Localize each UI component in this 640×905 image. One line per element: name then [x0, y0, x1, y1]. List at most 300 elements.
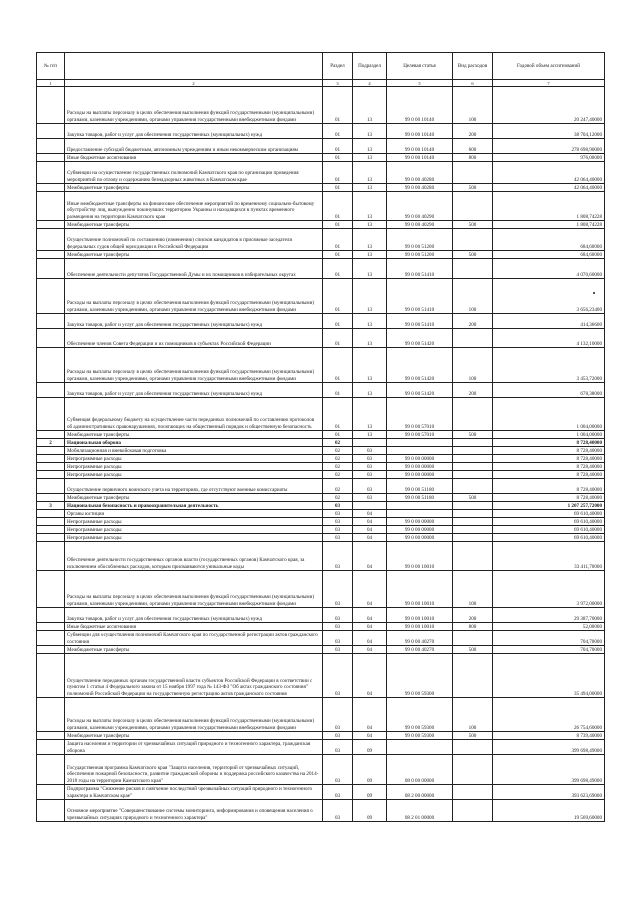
row-number: [37, 608, 65, 623]
target-article: 99 0 00 59300: [387, 732, 453, 740]
expense-type: 800: [453, 154, 493, 162]
budget-table-sheet: [36, 52, 604, 822]
row-number: 2: [37, 439, 65, 447]
section-code: 02: [323, 455, 353, 463]
expense-type: [453, 192, 493, 221]
subsection-code: 13: [353, 431, 387, 439]
subsection-code: 13: [353, 154, 387, 162]
target-article: 99 0 00 00000: [387, 463, 453, 471]
table-row: [37, 124, 605, 139]
row-number: [37, 571, 65, 608]
allocation-amount: 399 698,49000: [493, 740, 605, 755]
subsection-code: 13: [353, 348, 387, 383]
row-name: Мобилизационная и вневойсковая подготовка: [65, 447, 323, 455]
target-article: 08 2 01 00000: [387, 800, 453, 822]
expense-type: 500: [453, 732, 493, 740]
table-row: [37, 740, 605, 755]
expense-type: [453, 542, 493, 571]
target-article: 99 0 00 40270: [387, 631, 453, 646]
table-row: [37, 463, 605, 471]
table-row: [37, 471, 605, 479]
target-article: 99 0 00 51200: [387, 229, 453, 251]
expense-type: [453, 259, 493, 279]
row-number: [37, 431, 65, 439]
row-number: [37, 398, 65, 431]
table-header: [37, 53, 605, 87]
section-code: 03: [323, 608, 353, 623]
target-article: 08 0 00 00000: [387, 755, 453, 785]
subsection-code: 04: [353, 534, 387, 542]
header-cell: Годовой объем ассигнований: [493, 53, 605, 80]
row-number: [37, 279, 65, 314]
expense-type: 100: [453, 279, 493, 314]
row-name: Иные межбюджетные трансферты на финансовое обеспечение мероприятий по временному социально-бытовому обустройству лиц, вынужденно покинувших территорию Украины и находящихся в пунктах временного размещения на территории Камчатского края: [65, 192, 323, 221]
row-name: Иные бюджетные ассигнования: [65, 154, 323, 162]
row-name: Субвенции на осуществление государственных полномочий Камчатского края по организации проведения мероприятий по отлову и содержанию безнадзорных животных в Камчатском крае: [65, 162, 323, 184]
target-article: 99 0 00 00000: [387, 471, 453, 479]
row-number: [37, 740, 65, 755]
row-name: Межбюджетные трансферты: [65, 646, 323, 654]
row-number: [37, 479, 65, 494]
subsection-code: 13: [353, 162, 387, 184]
row-number: [37, 518, 65, 526]
row-number: [37, 124, 65, 139]
expense-type: 200: [453, 383, 493, 398]
row-name: Непрограммные расходы: [65, 455, 323, 463]
table-row: [37, 447, 605, 455]
expense-type: 500: [453, 184, 493, 192]
expense-type: 100: [453, 87, 493, 124]
subsection-code: 09: [353, 755, 387, 785]
allocation-amount: 393 623,69000: [493, 785, 605, 800]
expense-type: [453, 229, 493, 251]
expense-type: 100: [453, 348, 493, 383]
target-article: 99 0 00 00000: [387, 526, 453, 534]
allocation-amount: 52,00000: [493, 623, 605, 631]
row-number: [37, 732, 65, 740]
target-article: 99 0 00 51200: [387, 251, 453, 259]
row-name: Расходы на выплаты персоналу в целях обеспечения выполнения функций государственными (муниципальными) органами, казенными учреждениями, органами управления государственными внебюджетными фондами: [65, 571, 323, 608]
subsection-code: 04: [353, 631, 387, 646]
expense-type: 100: [453, 571, 493, 608]
subsection-code: 13: [353, 314, 387, 329]
subsection-code: 13: [353, 192, 387, 221]
table-row: [37, 162, 605, 184]
row-number: [37, 510, 65, 518]
allocation-amount: 704,70000: [493, 646, 605, 654]
allocation-amount: 678,38000: [493, 383, 605, 398]
table-row: [37, 755, 605, 785]
section-code: 03: [323, 698, 353, 732]
row-name: Национальная безопасность и правоохранительная деятельность: [65, 502, 323, 510]
section-code: 01: [323, 251, 353, 259]
header-cell: Вид расходов: [453, 53, 493, 80]
subsection-code: 09: [353, 800, 387, 822]
subsection-code: 04: [353, 526, 387, 534]
row-number: [37, 348, 65, 383]
row-number: [37, 646, 65, 654]
scan-speck: [593, 292, 595, 294]
target-article: 99 0 00 57010: [387, 398, 453, 431]
row-number: [37, 259, 65, 279]
column-number: 4: [353, 80, 387, 87]
subsection-code: 13: [353, 398, 387, 431]
row-number: 3: [37, 502, 65, 510]
allocation-amount: 20 247,40000: [493, 87, 605, 124]
row-name: Межбюджетные трансферты: [65, 251, 323, 259]
allocation-amount: 3 972,00000: [493, 571, 605, 608]
target-article: 99 0 00 10010: [387, 608, 453, 623]
section-code: 01: [323, 398, 353, 431]
table-row: [37, 184, 605, 192]
subsection-code: 04: [353, 571, 387, 608]
row-number: [37, 221, 65, 229]
table-row: [37, 542, 605, 571]
column-number: 6: [453, 80, 493, 87]
row-name: Субвенции для осуществления полномочий Камчатского края по государственной регистрации актов гражданского состояния: [65, 631, 323, 646]
section-code: 01: [323, 329, 353, 348]
expense-type: 500: [453, 251, 493, 259]
expense-type: 200: [453, 608, 493, 623]
allocation-amount: 8 728,40000: [493, 463, 605, 471]
table-row: [37, 646, 605, 654]
section-code: 01: [323, 192, 353, 221]
row-name: Межбюджетные трансферты: [65, 184, 323, 192]
section-code: 03: [323, 800, 353, 822]
row-name: Непрограммные расходы: [65, 463, 323, 471]
section-code: 01: [323, 229, 353, 251]
row-number: [37, 494, 65, 502]
allocation-amount: 29 387,70000: [493, 608, 605, 623]
expense-type: [453, 518, 493, 526]
subsection-code: 09: [353, 785, 387, 800]
row-name: Национальная оборона: [65, 439, 323, 447]
section-code: 03: [323, 755, 353, 785]
table-row: [37, 534, 605, 542]
row-number: [37, 447, 65, 455]
column-number: 1: [37, 80, 65, 87]
row-name: Непрограммные расходы: [65, 518, 323, 526]
row-number: [37, 154, 65, 162]
target-article: 99 0 00 59300: [387, 654, 453, 698]
allocation-amount: 69 610,40000: [493, 510, 605, 518]
row-name: Государственная программа Камчатского края "Защита населения, территорий от чрезвычайных ситуаций, обеспечение пожарной безопасности, развитие гражданской обороны и поддержка российского казачества на 2014-2018 годы на территории Камчатского края": [65, 755, 323, 785]
table-row: [37, 229, 605, 251]
table-row: [37, 698, 605, 732]
allocation-amount: 704,70000: [493, 631, 605, 646]
section-code: 01: [323, 184, 353, 192]
allocation-amount: 26 754,60000: [493, 698, 605, 732]
allocation-amount: 976,00000: [493, 154, 605, 162]
section-code: 02: [323, 479, 353, 494]
section-code: 01: [323, 139, 353, 154]
table-row: [37, 154, 605, 162]
allocation-amount: 19 569,60000: [493, 800, 605, 822]
expense-type: [453, 631, 493, 646]
target-article: [387, 439, 453, 447]
target-article: 99 0 00 10010: [387, 571, 453, 608]
row-name: Расходы на выплаты персоналу в целях обеспечения выполнения функций государственными (муниципальными) органами, казенными учреждениями, органами управления государственными внебюджетными фондами: [65, 698, 323, 732]
allocation-amount: 42 064,40000: [493, 162, 605, 184]
subsection-code: 13: [353, 124, 387, 139]
section-code: 03: [323, 623, 353, 631]
section-code: 01: [323, 259, 353, 279]
section-code: 01: [323, 279, 353, 314]
header-cell: Подраздел: [353, 53, 387, 80]
row-name: Обеспечение деятельности государственных органов власти (государственных органов) Камчатского края, за исключением обособленных расходов, которым присваиваются уникальные коды: [65, 542, 323, 571]
expense-type: [453, 447, 493, 455]
expense-type: [453, 755, 493, 785]
subsection-code: 04: [353, 542, 387, 571]
section-code: 02: [323, 447, 353, 455]
header-cell: Целевая статья: [387, 53, 453, 80]
table-row: [37, 251, 605, 259]
subsection-code: 13: [353, 383, 387, 398]
subsection-code: 03: [353, 479, 387, 494]
row-name: Обеспечение деятельности депутатов Государственной Думы и их помощников в избирательных округах: [65, 259, 323, 279]
table-row: [37, 431, 605, 439]
row-name: Обеспечение членов Совета Федерации и их помощников в субъектах Российской Федерации: [65, 329, 323, 348]
target-article: 99 0 00 59300: [387, 698, 453, 732]
table-row: [37, 383, 605, 398]
table-row: [37, 526, 605, 534]
expense-type: 100: [453, 698, 493, 732]
target-article: 99 0 00 51180: [387, 479, 453, 494]
section-code: 03: [323, 646, 353, 654]
column-number: 3: [323, 80, 353, 87]
table-row: [37, 479, 605, 494]
expense-type: [453, 471, 493, 479]
section-code: 01: [323, 154, 353, 162]
section-code: 02: [323, 471, 353, 479]
allocation-amount: 1 004,00000: [493, 398, 605, 431]
target-article: 99 0 00 10140: [387, 154, 453, 162]
section-code: 01: [323, 431, 353, 439]
allocation-amount: 684,60000: [493, 229, 605, 251]
expense-type: 500: [453, 431, 493, 439]
subsection-code: 13: [353, 329, 387, 348]
subsection-code: 03: [353, 494, 387, 502]
subsection-code: 13: [353, 221, 387, 229]
header-cell: № п/п: [37, 53, 65, 80]
expense-type: [453, 439, 493, 447]
table-row: [37, 571, 605, 608]
subsection-code: 13: [353, 87, 387, 124]
row-name: Расходы на выплаты персоналу в целях обеспечения выполнения функций государственными (муниципальными) органами, казенными учреждениями, органами управления государственными внебюджетными фондами: [65, 348, 323, 383]
expense-type: 600: [453, 139, 493, 154]
allocation-amount: 8 728,40000: [493, 479, 605, 494]
allocation-amount: 8 739,40000: [493, 732, 605, 740]
target-article: 99 0 00 40290: [387, 192, 453, 221]
table-row: [37, 192, 605, 221]
expense-type: 200: [453, 124, 493, 139]
row-name: Подпрограмма "Снижение рисков и смягчение последствий чрезвычайных ситуаций природного и техногенного характера в Камчатском крае": [65, 785, 323, 800]
section-code: 02: [323, 463, 353, 471]
subsection-code: 04: [353, 654, 387, 698]
target-article: 99 0 00 51410: [387, 314, 453, 329]
table-row: [37, 494, 605, 502]
row-number: [37, 184, 65, 192]
section-code: 03: [323, 631, 353, 646]
expense-type: [453, 162, 493, 184]
expense-type: [453, 740, 493, 755]
row-number: [37, 251, 65, 259]
allocation-amount: 38 704,12000: [493, 124, 605, 139]
target-article: 99 0 00 51420: [387, 383, 453, 398]
table-row: [37, 87, 605, 124]
header-cell: [65, 53, 323, 80]
allocation-amount: 4 070,60000: [493, 259, 605, 279]
section-code: 03: [323, 732, 353, 740]
expense-type: [453, 785, 493, 800]
target-article: 99 0 00 10010: [387, 542, 453, 571]
allocation-amount: 8 728,40000: [493, 439, 605, 447]
row-name: Основное мероприятие "Совершенствование системы мониторинга, информирования и оповещения населения о чрезвычайных ситуациях природного и техногенного характера": [65, 800, 323, 822]
target-article: [387, 447, 453, 455]
expense-type: [453, 510, 493, 518]
expense-type: [453, 479, 493, 494]
row-number: [37, 534, 65, 542]
allocation-amount: 1 808,74228: [493, 221, 605, 229]
target-article: 99 0 00 40280: [387, 162, 453, 184]
allocation-amount: 4 132,10000: [493, 329, 605, 348]
row-number: [37, 654, 65, 698]
subsection-code: 13: [353, 279, 387, 314]
section-code: 03: [323, 542, 353, 571]
target-article: 99 0 00 10140: [387, 139, 453, 154]
allocation-amount: 414,36600: [493, 314, 605, 329]
row-number: [37, 139, 65, 154]
row-number: [37, 329, 65, 348]
row-name: Межбюджетные трансферты: [65, 732, 323, 740]
row-name: Расходы на выплаты персоналу в целях обеспечения выполнения функций государственными (муниципальными) органами, казенными учреждениями, органами управления государственными внебюджетными фондами: [65, 279, 323, 314]
subsection-code: 09: [353, 740, 387, 755]
allocation-amount: 278 698,90000: [493, 139, 605, 154]
row-name: Закупка товаров, работ и услуг для обеспечения государственных (муниципальных) нужд: [65, 608, 323, 623]
section-code: 02: [323, 494, 353, 502]
target-article: 99 0 00 10140: [387, 87, 453, 124]
row-number: [37, 800, 65, 822]
expense-type: 200: [453, 314, 493, 329]
row-number: [37, 87, 65, 124]
column-number: 7: [493, 80, 605, 87]
section-code: 02: [323, 439, 353, 447]
row-number: [37, 162, 65, 184]
subsection-code: 13: [353, 229, 387, 251]
column-number: 5: [387, 80, 453, 87]
table-row: [37, 139, 605, 154]
subsection-code: 13: [353, 251, 387, 259]
table-row: [37, 608, 605, 623]
table-row: [37, 221, 605, 229]
row-name: Иные бюджетные ассигнования: [65, 623, 323, 631]
expense-type: [453, 463, 493, 471]
table-row: [37, 259, 605, 279]
subsection-code: 04: [353, 623, 387, 631]
column-number: 2: [65, 80, 323, 87]
expense-type: [453, 800, 493, 822]
subsection-code: 13: [353, 259, 387, 279]
section-code: 01: [323, 162, 353, 184]
row-name: Непрограммные расходы: [65, 534, 323, 542]
expense-type: 800: [453, 623, 493, 631]
allocation-amount: 1 808,74228: [493, 192, 605, 221]
section-code: 03: [323, 785, 353, 800]
table-row: [37, 732, 605, 740]
allocation-amount: 8 728,40000: [493, 455, 605, 463]
allocation-amount: 399 698,49000: [493, 755, 605, 785]
section-code: 03: [323, 534, 353, 542]
section-code: 01: [323, 383, 353, 398]
allocation-amount: 3 656,23400: [493, 279, 605, 314]
expense-type: [453, 526, 493, 534]
target-article: 99 0 00 10140: [387, 124, 453, 139]
target-article: [387, 502, 453, 510]
allocation-amount: 684,60000: [493, 251, 605, 259]
expense-type: 500: [453, 494, 493, 502]
row-number: [37, 542, 65, 571]
target-article: 99 0 00 51410: [387, 259, 453, 279]
target-article: 99 0 00 51410: [387, 279, 453, 314]
table-row: [37, 439, 605, 447]
expense-type: [453, 502, 493, 510]
row-name: Закупка товаров, работ и услуг для обеспечения государственных (муниципальных) нужд: [65, 124, 323, 139]
table-row: [37, 455, 605, 463]
subsection-code: 04: [353, 518, 387, 526]
row-number: [37, 698, 65, 732]
allocation-amount: 69 610,40000: [493, 526, 605, 534]
target-article: 99 0 00 40280: [387, 184, 453, 192]
target-article: 99 0 00 00000: [387, 518, 453, 526]
subsection-code: 04: [353, 646, 387, 654]
subsection-code: 04: [353, 698, 387, 732]
target-article: 99 0 00 57010: [387, 431, 453, 439]
allocation-amount: 69 610,40000: [493, 518, 605, 526]
target-article: 99 0 00 40270: [387, 646, 453, 654]
subsection-code: 03: [353, 455, 387, 463]
section-code: 03: [323, 740, 353, 755]
table-row: [37, 314, 605, 329]
target-article: 99 0 00 00000: [387, 455, 453, 463]
row-number: [37, 455, 65, 463]
row-name: Закупка товаров, работ и услуг для обеспечения государственных (муниципальных) нужд: [65, 314, 323, 329]
section-code: 03: [323, 510, 353, 518]
row-number: [37, 755, 65, 785]
row-number: [37, 785, 65, 800]
table-row: [37, 623, 605, 631]
row-name: Органы юстиции: [65, 510, 323, 518]
allocation-amount: 35 494,00000: [493, 654, 605, 698]
section-code: 03: [323, 654, 353, 698]
expense-type: [453, 455, 493, 463]
target-article: 08 2 00 00000: [387, 785, 453, 800]
subsection-code: 13: [353, 184, 387, 192]
allocation-amount: 1 004,00000: [493, 431, 605, 439]
row-number: [37, 526, 65, 534]
row-number: [37, 623, 65, 631]
header-cell: Раздел: [323, 53, 353, 80]
expense-type: [453, 654, 493, 698]
row-name: Межбюджетные трансферты: [65, 431, 323, 439]
expense-type: 500: [453, 221, 493, 229]
table-row: [37, 510, 605, 518]
expense-type: [453, 398, 493, 431]
target-article: 99 0 00 51420: [387, 329, 453, 348]
row-name: Расходы на выплаты персоналу в целях обеспечения выполнения функций государственными (муниципальными) органами, казенными учреждениями, органами управления государственными внебюджетными фондами: [65, 87, 323, 124]
subsection-code: 03: [353, 447, 387, 455]
table-row: [37, 785, 605, 800]
subsection-code: [353, 439, 387, 447]
